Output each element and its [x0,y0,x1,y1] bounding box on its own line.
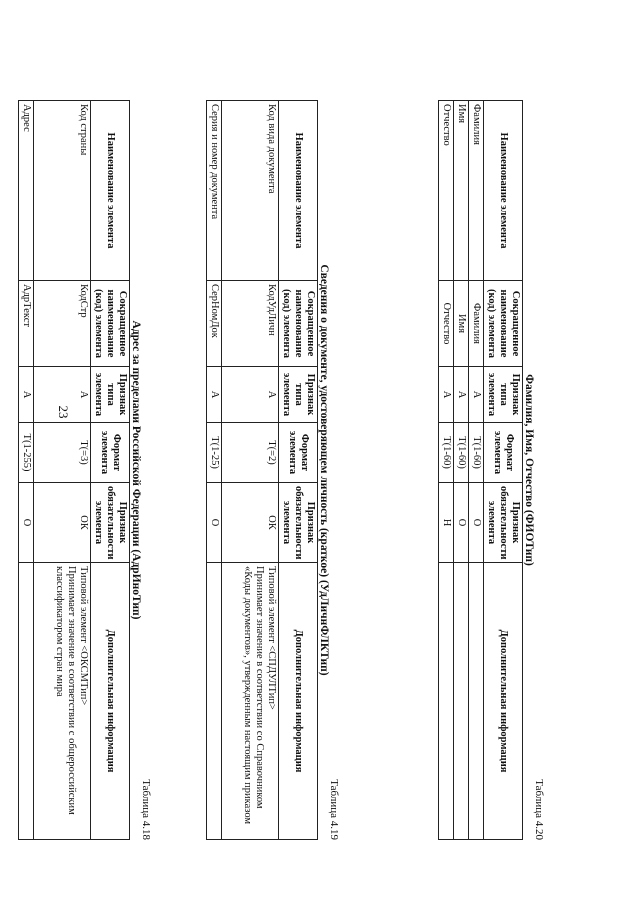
table-cell [468,563,483,840]
table-4-18 [18,100,130,840]
header-cell: Наименование элемента [483,101,522,281]
table-cell: А [33,367,90,423]
table-cell: Код вида документа [221,101,278,281]
table-cell: Отчество [438,281,453,367]
table-cell [453,563,468,840]
table-cell: Н [438,483,453,563]
table-cell: О [18,483,33,563]
table-cell: АдрТекст [18,281,33,367]
header-cell: Дополнительная информация [483,563,522,840]
header-cell: Формат элемента [278,423,317,483]
header-cell: Признак обязательности элемента [90,483,129,563]
table-cell: T(1-60) [453,423,468,483]
header-cell: Формат элемента [90,423,129,483]
table-cell: КодСтр [33,281,90,367]
table-header-row [90,101,129,840]
table-cell: Имя [453,101,468,281]
header-cell: Сокращенное наименование (код) элемента [483,281,522,367]
header-cell: Признак обязательности элемента [278,483,317,563]
table-cell: О [206,483,221,563]
table-cell: Фамилия [468,101,483,281]
table-4-19 [206,100,318,840]
table-title: Фамилия, Имя, Отчество (ФИОТип) [523,374,535,566]
table-cell: А [18,367,33,423]
table-cell: Типовой элемент <СПДУЛТип> Принимает значение в соответствии со Справочником «Коды документов», утвержденным настоящим приказом [221,563,278,840]
header-cell: Дополнительная информация [90,563,129,840]
header-cell: Наименование элемента [278,101,317,281]
table-cell: ОК [33,483,90,563]
table-row [221,101,278,840]
table-cell: А [221,367,278,423]
table-cell: Типовой элемент <ОКСМТип> Принимает значение в соответствии с общероссийским классификатором стран мира [33,563,90,840]
table-cell: Отчество [438,101,453,281]
table-cell: О [468,483,483,563]
table-4-18-block [18,100,152,840]
table-cell: T(1-255) [18,423,33,483]
table-cell [438,563,453,840]
header-cell: Формат элемента [483,423,522,483]
table-cell: О [453,483,468,563]
table-cell: Адрес [18,101,33,281]
table-cell: А [468,367,483,423]
table-row [468,101,483,840]
table-cell: КодУдЛичн [221,281,278,367]
table-header-row [278,101,317,840]
header-cell: Сокращенное наименование (код) элемента [90,281,129,367]
table-title: Сведения о документе, удостоверяющем личность (краткое) (УдЛичнФЛКТип) [318,264,330,676]
header-cell: Сокращенное наименование (код) элемента [278,281,317,367]
table-4-20-block [438,100,545,840]
header-cell: Признак типа элемента [90,367,129,423]
header-cell: Наименование элемента [90,101,129,281]
table-header-row [483,101,522,840]
header-cell: Признак типа элемента [278,367,317,423]
table-row [33,101,90,840]
table-4-20 [438,100,523,840]
table-cell: Серия и номер документа [206,101,221,281]
table-cell: T(1-60) [468,423,483,483]
table-cell: А [206,367,221,423]
table-cell: T(=3) [33,423,90,483]
table-title: Адрес за пределами Российской Федерации (АдрИноТип) [130,320,142,620]
table-cell [206,563,221,840]
table-cell: T(1-60) [438,423,453,483]
table-label: Таблица 4.18 [140,779,152,840]
table-cell: Код страны [33,101,90,281]
table-cell: Имя [453,281,468,367]
table-label: Таблица 4.20 [533,779,545,840]
table-row [453,101,468,840]
table-cell: ОК [221,483,278,563]
page-number: 23 [56,405,71,419]
table-cell: А [438,367,453,423]
table-cell: СерНомДок [206,281,221,367]
table-label: Таблица 4.19 [328,779,340,840]
header-cell: Признак обязательности элемента [483,483,522,563]
table-row [206,101,221,840]
table-cell: T(1-25) [206,423,221,483]
table-row [18,101,33,840]
table-4-19-block [206,100,340,840]
header-cell: Признак типа элемента [483,367,522,423]
table-cell [18,563,33,840]
table-cell: T(=2) [221,423,278,483]
table-cell: Фамилия [468,281,483,367]
header-cell: Дополнительная информация [278,563,317,840]
table-cell: А [453,367,468,423]
table-row [438,101,453,840]
